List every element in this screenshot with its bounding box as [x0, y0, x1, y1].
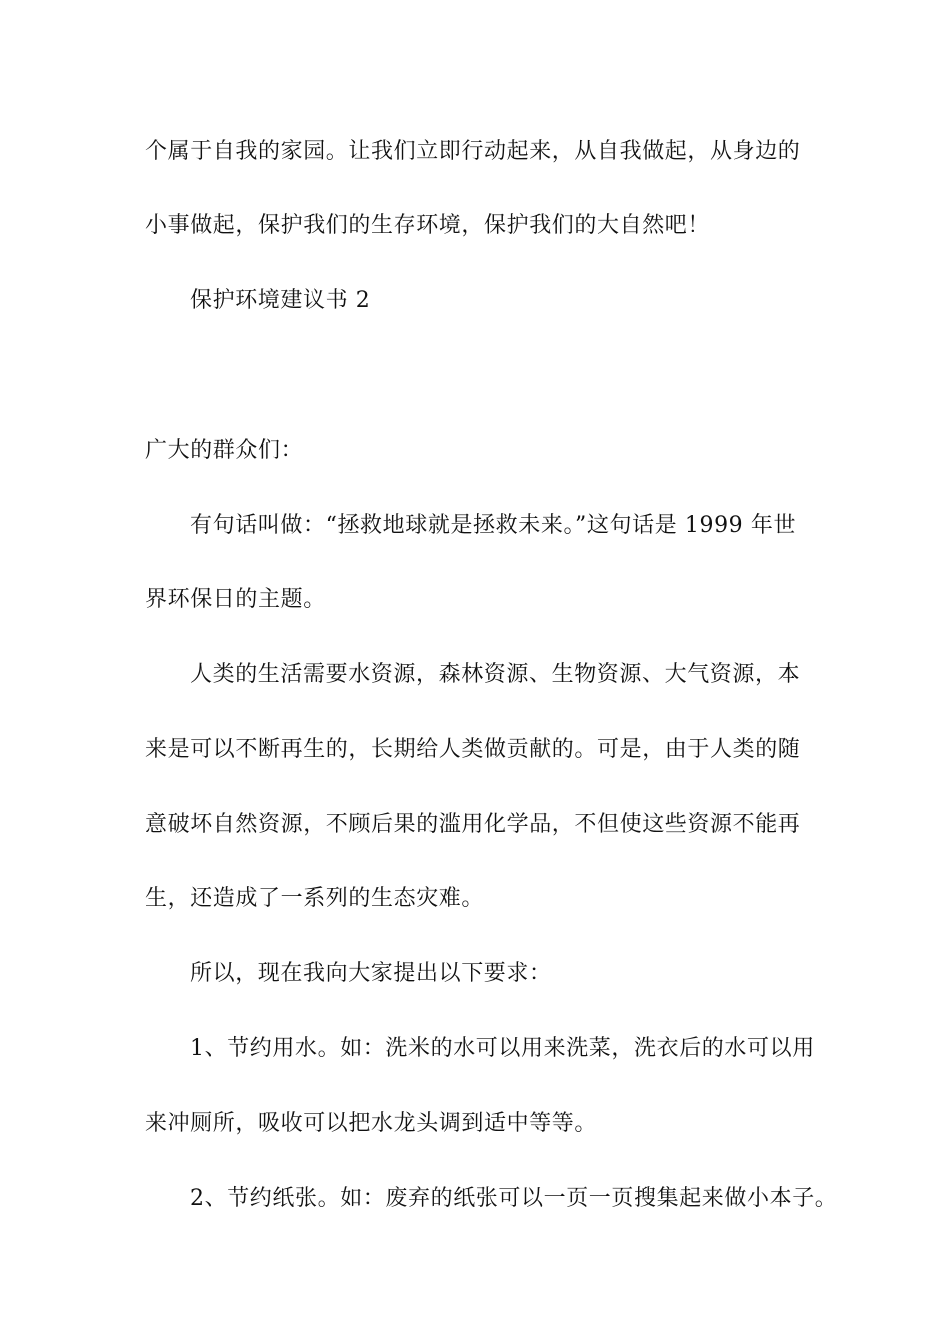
- paragraph-line: 来是可以不断再生的，长期给人类做贡献的。可是，由于人类的随: [145, 737, 801, 762]
- list-item-line: 来冲厕所，吸收可以把水龙头调到适中等等。: [145, 1111, 598, 1136]
- list-item-line: 1、节约用水。如：洗米的水可以用来洗菜，洗衣后的水可以用: [190, 1036, 815, 1061]
- paragraph-line: 意破坏自然资源，不顾后果的滥用化学品，不但使这些资源不能再: [145, 812, 801, 837]
- paragraph-line: 小事做起，保护我们的生存环境，保护我们的大自然吧！: [145, 213, 711, 238]
- paragraph-line: 界环保日的主题。: [145, 587, 326, 612]
- paragraph-line: 有句话叫做：“拯救地球就是拯救未来。”这句话是 1999 年世: [190, 513, 797, 538]
- paragraph-line: 人类的生活需要水资源，森林资源、生物资源、大气资源，本: [190, 662, 801, 687]
- paragraph-line: 所以，现在我向大家提出以下要求：: [190, 961, 552, 986]
- section-title: 保护环境建议书 2: [190, 288, 371, 313]
- paragraph-line: 生，还造成了一系列的生态灾难。: [145, 886, 485, 911]
- paragraph-line: 个属于自我的家园。让我们立即行动起来，从自我做起，从身边的: [145, 139, 801, 164]
- list-item-line: 2、节约纸张。如：废弃的纸张可以一页一页搜集起来做小本子。: [190, 1186, 838, 1211]
- salutation: 广大的群众们：: [145, 438, 304, 463]
